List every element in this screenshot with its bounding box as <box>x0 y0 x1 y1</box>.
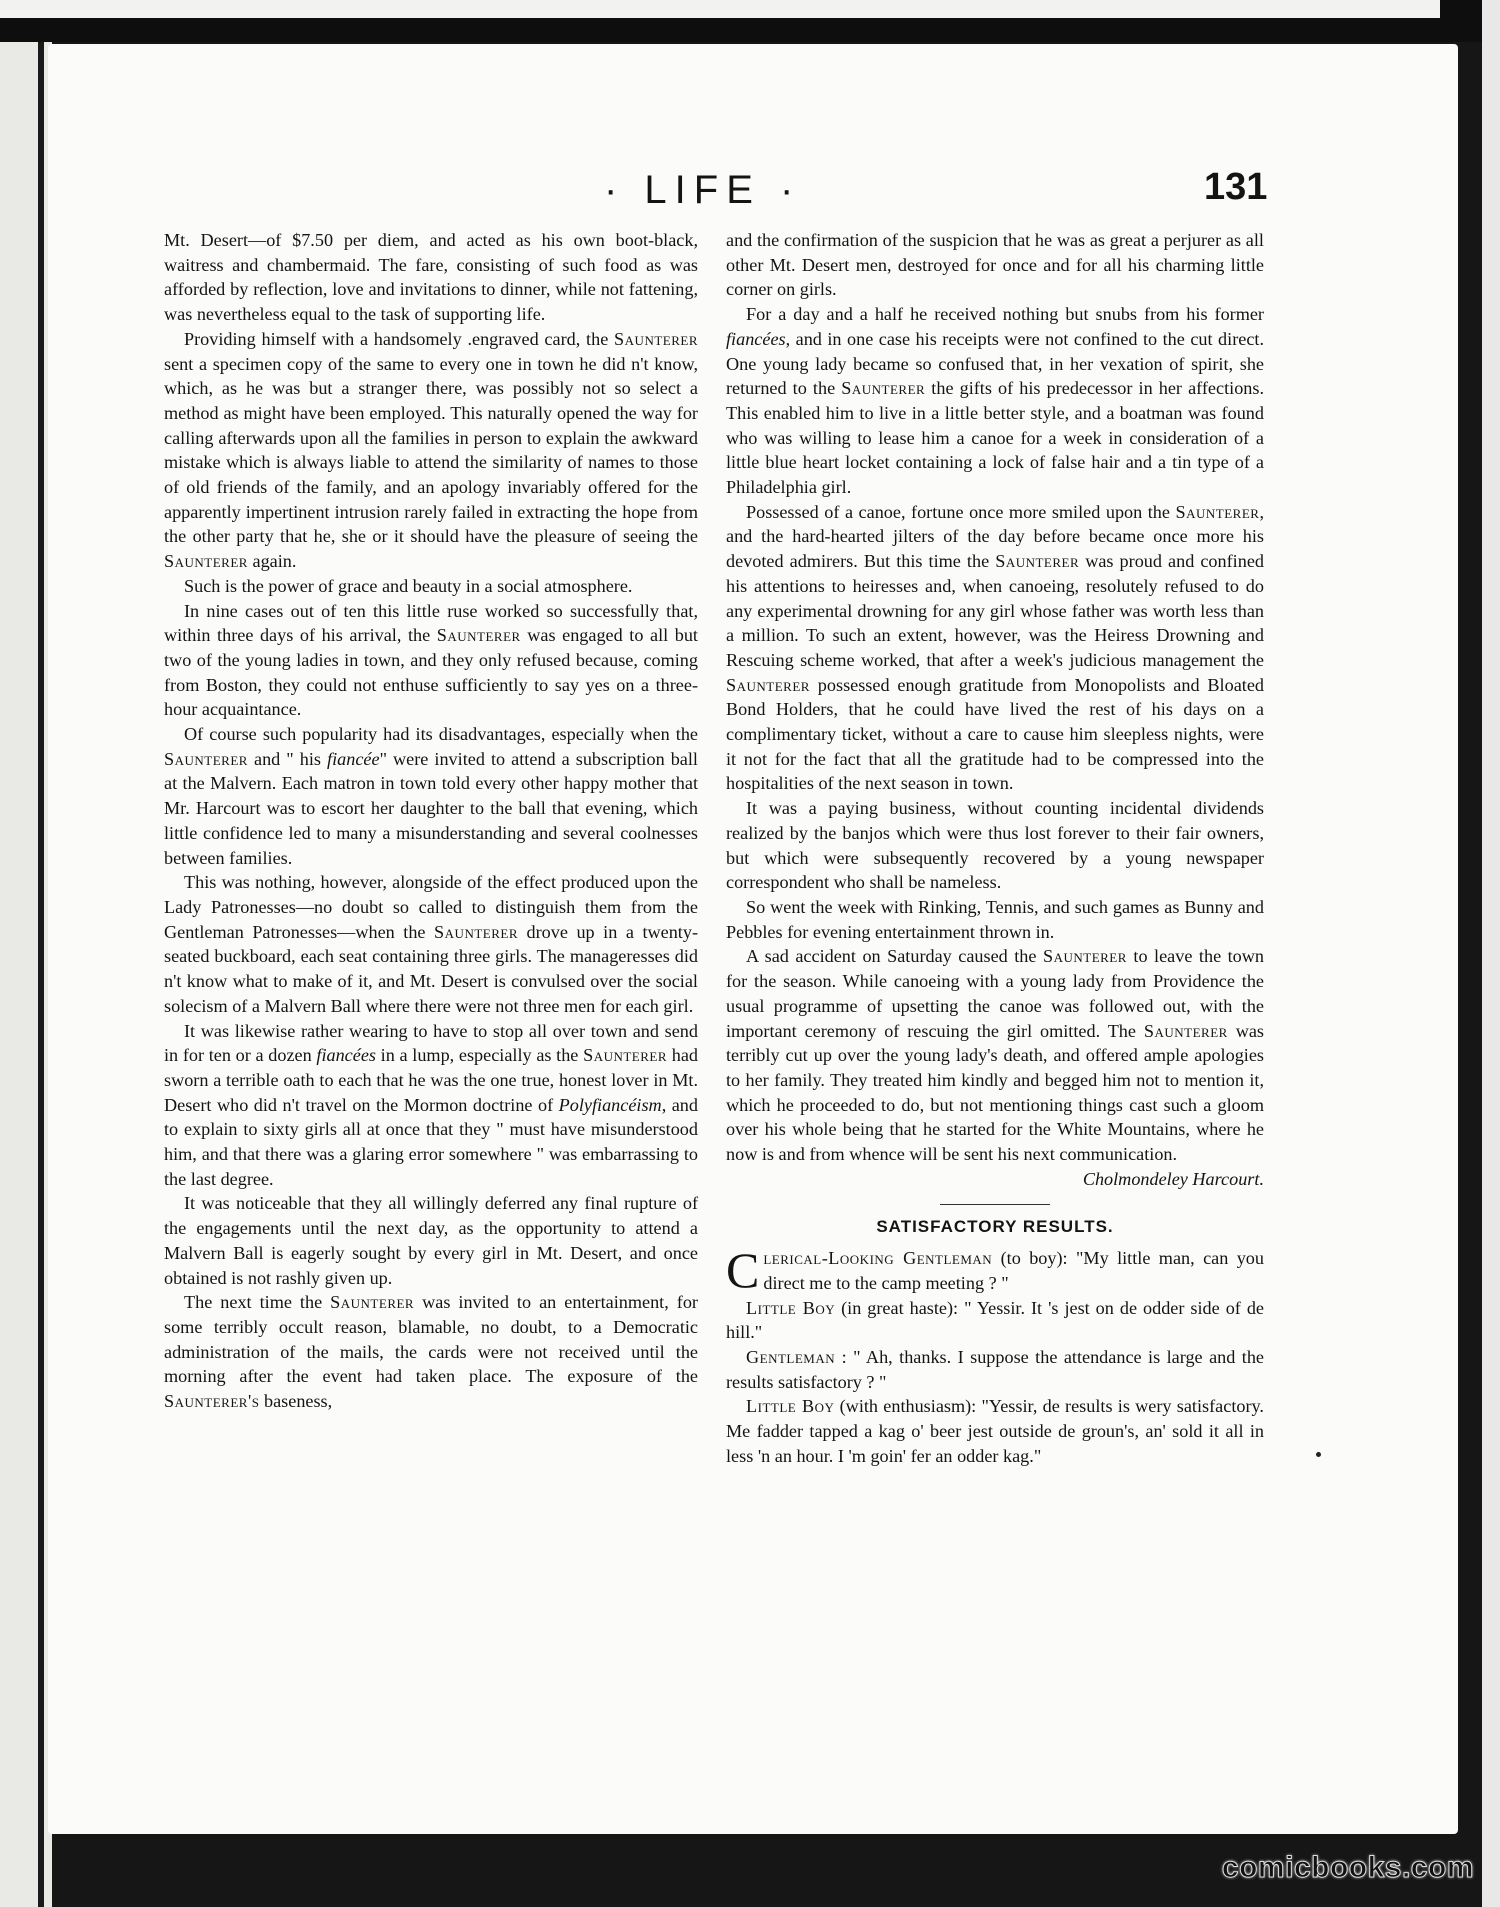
speaker-label: Little Boy <box>746 1297 836 1318</box>
right-scan-edge <box>1482 0 1500 1907</box>
dialogue-line: Little Boy (with enthusiasm): "Yessir, de results is wery satisfactory. Me fadder tapped a kag o' beer jest outside de groun's, an' sold it all in less 'n an hour. I 'm goin' fer an odder kag." <box>726 1396 1264 1466</box>
paragraph: A sad accident on Saturday caused the Saunterer to leave the town for the season. While canoeing with a young lady from Providence the usual programme of upsetting the canoe was followed out, with the important ceremony of rescuing the girl omitted. The Saunterer was terribly cut up over the young lady's death, and offered ample apologies to her family. They treated him kindly and begged him not to mention it, which he proceeded to do, but not mentioning things cast such a gloom over his whole being that he started for the White Mountains, where he now is and from whence will be sent his next communication. <box>726 946 1265 1165</box>
author-signature: Cholmondeley Harcourt. <box>1082 1168 1264 1189</box>
saunterer-smallcaps: Saunterer <box>164 551 248 572</box>
saunterer-smallcaps: Saunterer <box>1042 946 1127 967</box>
paragraph: Mt. Desert—of $7.50 per diem, and acted as his own boot-black, waitress and chambermaid. The fare, consisting of such food as was afforded by reflection, love and invitations to dinner, while not fattening, was nevertheless equal to the task of supporting life. <box>164 230 698 325</box>
paragraph: For a day and a half he received nothing but snubs from his former fiancées, and in one case his receipts were not confined to the cut direct. One young lady became so confused that, in her vexation of spirit, she returned to the Saunterer the gifts of his predecessor in her affections. This enabled him to live in a little better style, and a boatman was found who was willing to lease him a canoe for a week in consideration of a little blue heart locket containing a lock of false hair and a tin type of a Philadelphia girl. <box>726 304 1265 498</box>
saunterer-smallcaps: Saunterer <box>436 625 521 646</box>
ink-speck <box>1316 1452 1321 1457</box>
page-number: 131 <box>1204 166 1268 208</box>
magazine-title: · LIFE · <box>604 168 802 212</box>
site-watermark: comicbooks.com <box>1221 1851 1474 1884</box>
saunterer-smallcaps: Saunterer <box>164 748 248 769</box>
saunterer-smallcaps: Saunterer <box>841 378 926 399</box>
paragraph: Providing himself with a handsomely .engraved card, the Saunterer sent a specimen copy of the same to every one in town he did n't know, which, as he was but a stranger there, was possibly not so select a method as might have been employed. This naturally opened the way for calling afterwards upon all the families in person to explain the awkward mistake which is always liable to attend the similarity of names to those of old friends of the family, and an apology invariably offered for the apparently impertinent intrusion rarely failed in extracting the hope from the other party that he, she or it should have the pleasure of seeing the Saunterer again. <box>164 328 698 572</box>
italic-word: Polyfiancéism <box>558 1094 662 1115</box>
italic-word: fiancée <box>327 748 380 769</box>
saunterer-smallcaps: Saunterer <box>726 674 810 695</box>
paragraph: Possessed of a canoe, fortune once more smiled upon the Saunterer, and the hard-hearted jilters of the day before became once more his devoted admirers. But this time the Saunterer was proud and confined his attentions to heiresses and, when canoeing, resolutely refused to do any experimental drowning for any girl whose father was worth less than a million. To such an extent, however, was the Heiress Drowning and Rescuing scheme worked, that after a week's judicious management the Saunterer possessed enough gratitude from Monopolists and Bloated Bond Holders, that he could have lived the rest of his days on a complimentary ticket, without a care to cause him sleepless nights, were it not for the fact that all the gratitude had to be compressed into the hospitalities of the next season in town. <box>726 501 1264 794</box>
saunterer-smallcaps: Saunterer <box>1175 501 1260 522</box>
paragraph: This was nothing, however, alongside of the effect produced upon the Lady Patronesses—no doubt so called to distinguish them from the Gentleman Patronesses—when the Saunterer drove up in a twenty-seated buckboard, each seat containing three girls. The manageresses did n't know what to make of it, and Mt. Desert is convulsed over the social solecism of a Malvern Ball where there were not three men for each girl. <box>164 872 699 1016</box>
saunterer-smallcaps: Saunterer <box>1143 1020 1228 1041</box>
saunterer-smallcaps: Saunterer <box>614 328 698 349</box>
dialogue-line: Gentleman : " Ah, thanks. I suppose the attendance is large and the results satisfactory ? " <box>726 1346 1264 1392</box>
right-column <box>726 228 1264 1468</box>
dialogue-line: Little Boy (in great haste): " Yessir. It 's jest on de odder side of de hill." <box>726 1297 1264 1343</box>
binding-fold <box>38 0 44 1907</box>
saunterer-smallcaps: Saunterer <box>995 551 1080 572</box>
paragraph: So went the week with Rinking, Tennis, and such games as Bunny and Pebbles for evening entertainment thrown in. <box>726 896 1264 942</box>
paragraph: The next time the Saunterer was invited to an entertainment, for some terribly occult reason, blamable, no doubt, to a Democratic administration of the mails, the cards were not received until the morning after the event had taken place. The exposure of the Saunterer's baseness, <box>164 1292 698 1412</box>
speaker-label: Gentleman <box>746 1346 836 1367</box>
speaker-label: lerical-Looking Gentleman <box>763 1248 993 1269</box>
drop-cap: C <box>726 1242 760 1299</box>
paragraph: and the confirmation of the suspicion that he was as great a perjurer as all other Mt. Desert men, destroyed for once and for all his charming little corner on girls. <box>726 230 1264 300</box>
paragraph: It was noticeable that they all willingly deferred any final rupture of the engagements until the next day, as the opportunity to attend a Malvern Ball is eagerly sought by every girl in Mt. Desert, and once obtained is not rashly given up. <box>164 1193 698 1288</box>
magazine-page <box>48 44 1458 1834</box>
top-scan-edge <box>0 0 1440 18</box>
paragraph: Of course such popularity had its disadvantages, especially when the Saunterer and " his fiancée" were invited to attend a subscription ball at the Malvern. Each matron in town told every other happy mother that Mr. Harcourt was to escort her daughter to the ball that evening, which little confidence led to many a misunderstanding and several coolnesses between families. <box>164 724 698 868</box>
top-scan-band <box>0 0 1500 42</box>
italic-word: fiancées <box>726 328 786 349</box>
section-divider <box>940 1204 1050 1205</box>
left-binding-strip <box>0 0 52 1907</box>
saunterer-smallcaps: Saunterer's <box>164 1391 260 1412</box>
paragraph: It was likewise rather wearing to have to stop all over town and send in for ten or a dozen fiancées in a lump, especially as the Saunterer had sworn a terrible oath to each that he was the one true, honest lover in Mt. Desert who did n't travel on the Mormon doctrine of Polyfiancéism, and to explain to sixty girls all at once that they " must have misunderstood him, and that there was a glaring error somewhere " was embarrassing to the last degree. <box>164 1020 698 1189</box>
italic-word: fiancées <box>316 1045 376 1066</box>
saunterer-smallcaps: Saunterer <box>330 1292 415 1313</box>
paragraph: It was a paying business, without counting incidental dividends realized by the banjos which were thus lost forever to their fair owners, but which were subsequently recovered by a young newspaper correspondent who shall be nameless. <box>726 798 1264 893</box>
saunterer-smallcaps: Saunterer <box>583 1045 668 1066</box>
left-column <box>164 228 698 1414</box>
section-title: SATISFACTORY RESULTS. <box>876 1217 1114 1237</box>
paragraph: Such is the power of grace and beauty in a social atmosphere. <box>184 575 633 596</box>
saunterer-smallcaps: Saunterer <box>434 921 518 942</box>
page-header <box>48 162 1458 222</box>
speaker-label: Little Boy <box>746 1396 835 1417</box>
dialogue-line: Clerical-Looking Gentleman (to boy): "My little man, can you direct me to the camp meeting ? " <box>726 1242 1264 1299</box>
paragraph: In nine cases out of ten this little ruse worked so successfully that, within three days of his arrival, the Saunterer was engaged to all but two of the young ladies in town, and they only refused because, coming from Boston, they could not enthuse sufficiently to say yes on a three-hour acquaintance. <box>164 600 698 720</box>
